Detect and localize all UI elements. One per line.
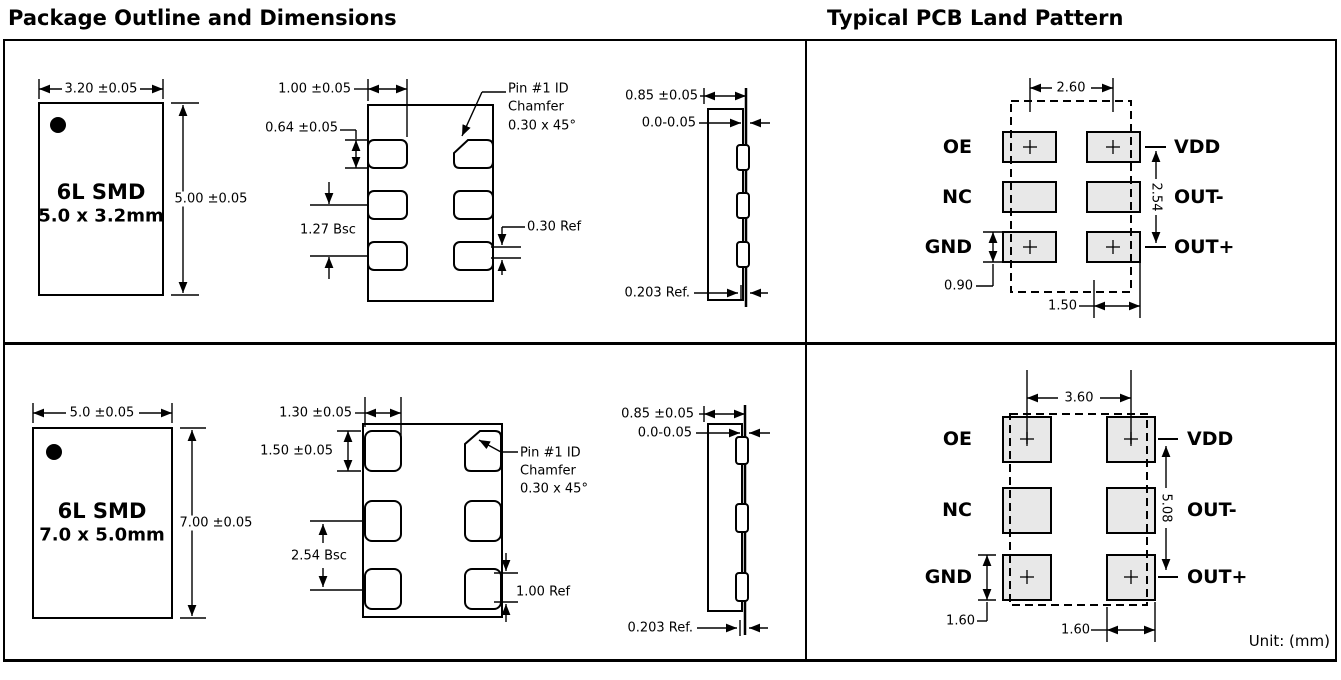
unit-note: Unit: (mm) bbox=[1248, 632, 1330, 650]
table-border-bottom bbox=[3, 659, 1337, 662]
pin1-dot bbox=[50, 117, 66, 133]
side-view-7050 bbox=[696, 405, 770, 636]
dim-pad-width: 1.00 ±0.05 bbox=[278, 81, 351, 97]
dim-pad-height: 1.50 ±0.05 bbox=[260, 443, 333, 459]
dim-body-width: 5.0 ±0.05 bbox=[69, 405, 135, 421]
package-label-line1: 6L SMD bbox=[56, 180, 146, 204]
cell-land-5032 bbox=[806, 41, 1335, 342]
dim-lead-width: 0.85 ±0.05 bbox=[625, 88, 698, 104]
cell-outline-5032 bbox=[4, 41, 805, 342]
pin1-note-line1: Pin #1 ID bbox=[520, 445, 581, 461]
pin1-note-line2: Chamfer bbox=[520, 463, 576, 479]
section-title-package-outline: Package Outline and Dimensions bbox=[8, 6, 397, 30]
dim-offset-ref: 1.00 Ref bbox=[516, 584, 571, 600]
pad-label-vdd: VDD bbox=[1174, 136, 1221, 158]
package-label-line1: 6L SMD bbox=[57, 499, 147, 523]
bottom-view-7050 bbox=[310, 397, 518, 622]
land-pads-5032 bbox=[1003, 101, 1140, 292]
dim-pad-height: 0.64 ±0.05 bbox=[265, 120, 338, 136]
table-border-right bbox=[1335, 39, 1337, 662]
dim-land-pad-height: 1.60 bbox=[946, 613, 975, 629]
dim-standoff: 0.0-0.05 bbox=[637, 425, 692, 441]
dim-lead-thickness: 0.203 Ref. bbox=[624, 285, 690, 301]
dim-land-pad-width: 1.50 bbox=[1048, 298, 1077, 314]
dim-land-pad-height: 0.90 bbox=[944, 278, 973, 294]
package-label-line2: 5.0 x 3.2mm bbox=[38, 205, 164, 227]
pin1-note-line3: 0.30 x 45° bbox=[508, 118, 576, 134]
pin1-chamfer-pad bbox=[465, 431, 501, 471]
dim-lead-width: 0.85 ±0.05 bbox=[621, 406, 694, 422]
section-title-land-pattern: Typical PCB Land Pattern bbox=[827, 6, 1124, 30]
pin1-chamfer-pad bbox=[454, 140, 493, 168]
dim-land-vpitch: 5.08 bbox=[1158, 493, 1174, 523]
pad-label-out-plus: OUT+ bbox=[1174, 236, 1235, 258]
pad-label-gnd: GND bbox=[924, 566, 972, 588]
pin1-note-line1: Pin #1 ID bbox=[508, 81, 569, 97]
dim-offset-ref: 0.30 Ref bbox=[527, 219, 582, 235]
pin1-note-line3: 0.30 x 45° bbox=[520, 481, 588, 497]
pad-label-oe: OE bbox=[942, 136, 972, 158]
bottom-view-5032 bbox=[310, 79, 525, 301]
pin1-note-line2: Chamfer bbox=[508, 99, 564, 115]
dim-land-pad-width: 1.60 bbox=[1061, 622, 1090, 638]
dim-land-hpitch: 3.60 bbox=[1064, 390, 1094, 406]
package-label-line2: 7.0 x 5.0mm bbox=[39, 524, 165, 546]
pin1-dot bbox=[46, 444, 62, 460]
cell-outline-7050 bbox=[4, 345, 805, 659]
dim-pad-pitch: 1.27 Bsc bbox=[300, 222, 356, 238]
land-pads-7050 bbox=[1003, 414, 1155, 605]
cell-land-7050 bbox=[806, 345, 1335, 659]
dim-body-height: 5.00 ±0.05 bbox=[174, 191, 248, 207]
dim-body-height: 7.00 ±0.05 bbox=[179, 515, 253, 531]
pad-label-gnd: GND bbox=[924, 236, 972, 258]
pad-label-out-plus: OUT+ bbox=[1187, 566, 1248, 588]
dim-land-vpitch: 2.54 bbox=[1148, 182, 1164, 212]
pad-label-vdd: VDD bbox=[1187, 428, 1234, 450]
pad-label-oe: OE bbox=[942, 428, 972, 450]
dim-pad-pitch: 2.54 Bsc bbox=[291, 548, 347, 564]
side-view-5032 bbox=[694, 88, 770, 307]
pad-label-out-minus: OUT- bbox=[1174, 186, 1224, 208]
dim-pad-width: 1.30 ±0.05 bbox=[279, 405, 352, 421]
dim-lead-thickness: 0.203 Ref. bbox=[627, 620, 693, 636]
pad-label-nc: NC bbox=[942, 186, 972, 208]
dim-body-width: 3.20 ±0.05 bbox=[64, 81, 138, 97]
pad-label-nc: NC bbox=[942, 499, 972, 521]
pad-label-out-minus: OUT- bbox=[1187, 499, 1237, 521]
dim-land-hpitch: 2.60 bbox=[1056, 80, 1086, 96]
dim-standoff: 0.0-0.05 bbox=[641, 115, 696, 131]
